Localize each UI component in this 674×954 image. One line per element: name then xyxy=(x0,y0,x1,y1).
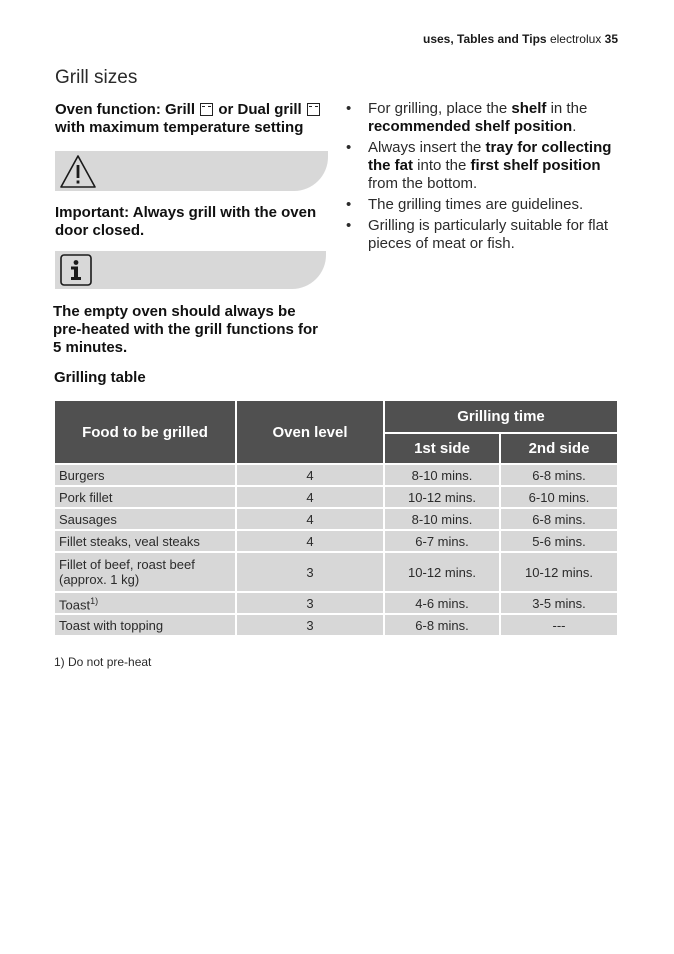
grilling-table xyxy=(53,399,619,637)
level-cell: 3 xyxy=(236,552,384,592)
info-icon xyxy=(60,254,92,286)
side2-cell: 6-8 mins. xyxy=(500,508,618,530)
table-row xyxy=(54,614,618,636)
food-cell: Fillet steaks, veal steaks xyxy=(54,530,236,552)
header-section: uses, Tables and Tips xyxy=(422,32,547,46)
page-title: Grill sizes xyxy=(55,67,138,88)
food-cell: Pork fillet xyxy=(54,486,236,508)
table-row xyxy=(54,552,618,592)
food-cell: Toast$^{1)}$ xyxy=(54,592,236,614)
food-cell: Sausages xyxy=(54,508,236,530)
dual-grill-icon xyxy=(307,103,320,116)
side1-cell: 6-7 mins. xyxy=(384,530,500,552)
footnote-marker: 1) xyxy=(90,595,99,606)
table-row xyxy=(54,464,618,486)
grilling-tips xyxy=(343,100,633,256)
level-cell: 4 xyxy=(236,508,384,530)
header-grilling-time: Grilling time xyxy=(384,400,618,433)
side2-cell: 6-10 mins. xyxy=(500,486,618,508)
warning-text: Important: Always grill with the oven door closed. xyxy=(55,204,317,239)
warning-icon xyxy=(59,154,97,190)
oven-function-label: Oven function: Grill xyxy=(55,101,196,118)
side2-cell: --- xyxy=(500,614,618,636)
grill-icon xyxy=(200,103,213,116)
food-cell: Burgers xyxy=(54,464,236,486)
food-cell: Fillet of beef, roast beef (approx. 1 kg) xyxy=(54,552,236,592)
warning-box xyxy=(55,151,328,191)
side2-cell: 3-5 mins. xyxy=(500,592,618,614)
info-text: The empty oven should always be pre-heated with the grill functions for 5 minutes. xyxy=(53,303,319,356)
header-2nd-side: 2nd side xyxy=(500,433,618,464)
table-row xyxy=(54,486,618,508)
level-cell: 3 xyxy=(236,592,384,614)
temperature-setting-text: with maximum temperature setting xyxy=(55,119,304,136)
page-number: 35 xyxy=(604,32,618,46)
side1-cell: 6-8 mins. xyxy=(384,614,500,636)
tip-item: • Grilling is particularly suitable for flat pieces of meat or fish. xyxy=(346,217,609,252)
oven-function-text xyxy=(55,101,330,137)
side1-cell: 4-6 mins. xyxy=(384,592,500,614)
header-level: Oven level xyxy=(236,400,384,464)
table-title: Grilling table xyxy=(54,369,146,386)
table-row xyxy=(54,508,618,530)
table-row xyxy=(54,530,618,552)
tip-item: • The grilling times are guidelines. xyxy=(346,196,584,213)
side1-cell: 10-12 mins. xyxy=(384,552,500,592)
food-cell: Toast with topping xyxy=(54,614,236,636)
tip-item: • For grilling, place the shelf in the recommended shelf position. xyxy=(346,100,588,135)
side2-cell: 10-12 mins. xyxy=(500,552,618,592)
level-cell: 3 xyxy=(236,614,384,636)
level-cell: 4 xyxy=(236,464,384,486)
level-cell: 4 xyxy=(236,530,384,552)
side1-cell: 8-10 mins. xyxy=(384,464,500,486)
page-header xyxy=(423,32,618,46)
tip-item: • Always insert the tray for collecting the fat into the first shelf position from the bottom. xyxy=(346,139,612,192)
level-cell: 4 xyxy=(236,486,384,508)
dual-grill-label: or Dual grill xyxy=(218,101,302,118)
header-food: Food to be grilled xyxy=(54,400,236,464)
header-1st-side: 1st side xyxy=(384,433,500,464)
side1-cell: 10-12 mins. xyxy=(384,486,500,508)
info-box xyxy=(55,251,326,289)
table-row xyxy=(54,592,618,614)
side2-cell: 5-6 mins. xyxy=(500,530,618,552)
footnote: 1) Do not pre-heat xyxy=(54,655,152,669)
side1-cell: 8-10 mins. xyxy=(384,508,500,530)
side2-cell: 6-8 mins. xyxy=(500,464,618,486)
header-brand: electrolux xyxy=(549,32,602,46)
